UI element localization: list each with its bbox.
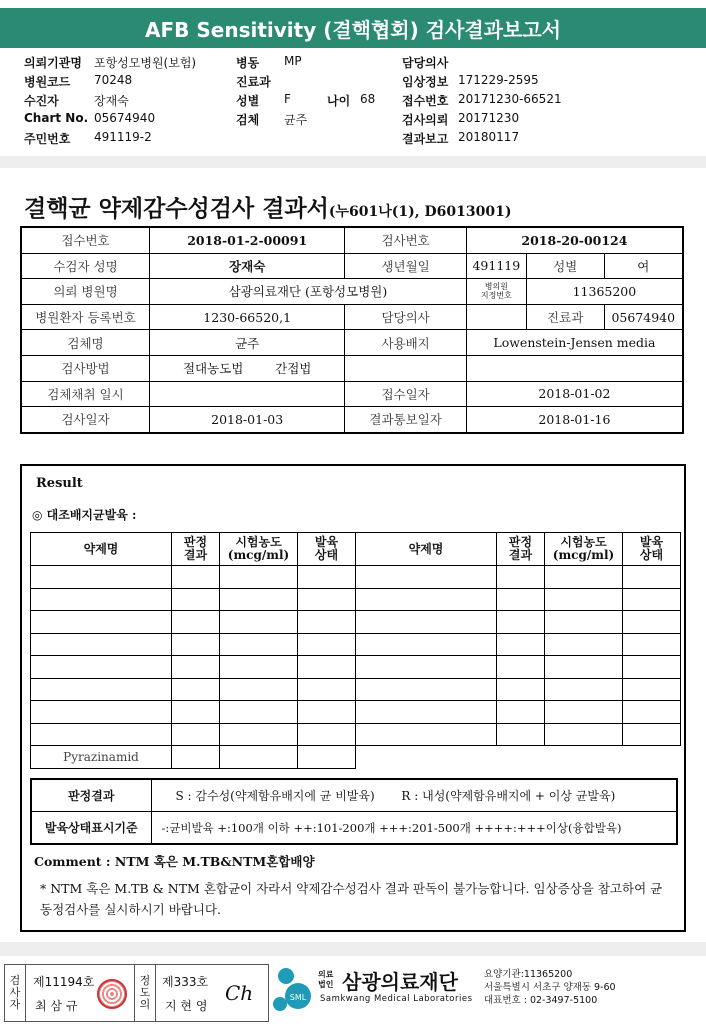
info-name-label: 수검자 성명	[21, 253, 149, 279]
clinical: 171229-2595	[458, 73, 539, 87]
hosp-code: 70248	[94, 73, 133, 87]
info-sex-label: 성별	[526, 253, 604, 279]
comment-label: Comment :	[34, 854, 111, 869]
info-media: Lowenstein-Jensen media	[466, 330, 683, 356]
col-conc-1: 시험농도	[235, 535, 282, 549]
ward-label: 병동	[236, 56, 260, 70]
org-address: 서울특별시 서초구 양재동 9-60	[484, 982, 616, 993]
tester-id: 제11194호	[33, 975, 95, 989]
info-media-label: 사용배지	[345, 330, 467, 356]
info-method-label: 검사방법	[21, 355, 149, 381]
info-test-date-label: 검사일자	[21, 407, 149, 433]
receipt: 20171230-66521	[458, 92, 562, 106]
report-banner: AFB Sensitivity (결핵협회) 검사결과보고서	[0, 8, 706, 48]
legend-growth-label: 발육상태표시기준	[31, 812, 151, 845]
col-judge-2b: 결과	[508, 548, 533, 562]
info-dept-label: 진료과	[526, 304, 604, 330]
info-hosp-label: 의뢰 병원명	[21, 279, 149, 305]
patient-label: 수진자	[24, 94, 59, 108]
col-conc-2a: 시험농도	[560, 535, 607, 549]
specimen-label: 검체	[236, 113, 260, 127]
col-judge-2: 결과	[183, 548, 208, 562]
table-row	[31, 611, 681, 634]
col-growth-1: 발육	[314, 535, 339, 549]
info-doctor	[466, 304, 526, 330]
org-code: 요양기관:11365200	[484, 969, 573, 980]
info-specimen-label: 검체명	[21, 330, 149, 356]
ward: MP	[284, 54, 302, 68]
req-date-label: 검사의뢰	[402, 113, 449, 127]
chart-no: 05674940	[94, 111, 156, 125]
info-designate: 11365200	[526, 279, 683, 305]
table-row	[31, 656, 681, 679]
signature: Ch	[225, 981, 254, 1005]
tester-name: 최 삼 규	[35, 999, 78, 1013]
age: 68	[360, 92, 376, 106]
info-receipt-label: 접수번호	[21, 227, 149, 253]
patient: 장재숙	[94, 94, 129, 108]
comment-text: NTM 혹은 M.TB&NTM혼합배양	[114, 854, 315, 869]
col-judge-2a: 판정	[508, 535, 533, 549]
result-title: Result	[36, 476, 83, 491]
drug-table	[30, 532, 681, 769]
info-empty-2	[466, 355, 683, 381]
col-conc-2b: (mcg/ml)	[552, 548, 615, 562]
table-row	[31, 746, 681, 769]
info-sex: 여	[604, 253, 683, 279]
chart-label: Chart No.	[24, 111, 89, 125]
info-doctor-label: 담당의사	[345, 304, 467, 330]
org-prefix: 의료 법인	[318, 970, 334, 989]
doctor-label: 담당의사	[402, 56, 449, 70]
info-received: 2018-01-02	[466, 381, 683, 407]
org-en: Samkwang Medical Laboratories	[320, 994, 473, 1004]
table-row	[31, 678, 681, 701]
info-dept: 05674940	[604, 304, 683, 330]
info-birth: 491119	[466, 253, 526, 279]
org-contact	[484, 968, 616, 1007]
table-row	[31, 588, 681, 611]
legend-judge-label: 판정결과	[31, 779, 151, 812]
result-section	[20, 464, 686, 932]
info-hosp: 삼광의료재단 (포항성모병원)	[149, 279, 466, 305]
confirm-name: 지 현 영	[165, 999, 208, 1013]
receipt-label: 접수번호	[402, 94, 449, 108]
info-notify-label: 결과통보일자	[345, 407, 467, 433]
info-collect-label: 검체채취 일시	[21, 381, 149, 407]
legend-table	[30, 778, 678, 845]
logo-text: SML	[289, 993, 307, 1002]
doc-title-code: (누601나(1), D6013001)	[328, 204, 512, 220]
col-growth-2	[623, 533, 681, 566]
resident-no: 491119-2	[94, 130, 152, 144]
info-specimen: 균주	[149, 330, 344, 356]
info-received-label: 접수일자	[345, 381, 467, 407]
control-growth-label: ◎ 대조배지균발육 :	[32, 508, 137, 522]
footer-band	[0, 942, 706, 956]
patient-info-table	[20, 226, 684, 434]
col-drug: 약제명	[31, 533, 172, 566]
org-phone: 대표번호 : 02-3497-5100	[484, 995, 598, 1006]
col-conc-2	[545, 533, 623, 566]
confirm-label: 정 도 의	[134, 965, 156, 1021]
info-collect	[149, 381, 344, 407]
info-name: 장재숙	[149, 253, 344, 279]
col-judge-2	[497, 533, 545, 566]
col-growth-2b: 상태	[639, 548, 664, 562]
info-reg: 1230-66520,1	[149, 304, 344, 330]
specimen: 균주	[284, 113, 308, 127]
col-growth	[298, 533, 356, 566]
info-birth-label: 생년월일	[345, 253, 467, 279]
confirm-id: 제333호	[162, 975, 209, 989]
table-row	[31, 566, 681, 589]
designate-label-1: 병의원	[484, 282, 508, 292]
comment-note: * NTM 혹은 M.TB & NTM 혼합균이 자라서 약제감수성검사 결과 판독이 불가능합니다. 임상증상을 참고하여 균동정검사를 실시하시기 바랍니다.	[40, 881, 663, 917]
method-1: 절대농도법	[182, 361, 244, 377]
report-date: 20180117	[458, 130, 520, 144]
info-notify: 2018-01-16	[466, 407, 683, 433]
age-label: 나이	[327, 94, 351, 108]
col-conc-2: (mcg/ml)	[227, 548, 290, 562]
clinical-label: 임상정보	[402, 75, 449, 89]
col-judge-1: 판정	[183, 535, 208, 549]
info-reg-label: 병원환자 등록번호	[21, 304, 149, 330]
legend-judge	[151, 779, 677, 812]
org-name: 삼광의료재단	[342, 970, 458, 994]
req-org: 포항성모병원(보험)	[94, 56, 197, 70]
comment	[34, 852, 315, 870]
signature-box	[4, 964, 269, 1022]
info-designate-label	[466, 279, 526, 305]
col-drug-2: 약제명	[356, 533, 497, 566]
designate-label-2: 지정번호	[480, 291, 512, 301]
col-growth-2a: 발육	[639, 535, 664, 549]
col-judge	[172, 533, 220, 566]
method-2: 간접법	[275, 361, 312, 377]
resident-label: 주민번호	[24, 132, 71, 146]
table-row	[31, 723, 681, 746]
sex-label: 성별	[236, 94, 260, 108]
tester-label: 검 사 자	[5, 965, 26, 1021]
sml-logo-icon	[272, 966, 312, 1014]
legend-s: S : 감수성(약제함유배지에 균 비발육)	[175, 789, 375, 803]
table-row	[31, 701, 681, 724]
legend-r: R : 내성(약제함유배지에 + 이상 균발육)	[401, 789, 616, 803]
info-method	[149, 355, 344, 381]
info-test-date: 2018-01-03	[149, 407, 344, 433]
pyrazinamide-cell: Pyrazinamid	[31, 746, 172, 769]
legend-growth: -:균비발육 +:100개 이하 ++:101-200개 +++:201-500개 ++++:+++이상(융합발육)	[151, 812, 677, 845]
col-growth-2: 상태	[314, 548, 339, 562]
info-empty-1	[345, 355, 467, 381]
seal-stamp-icon	[97, 979, 127, 1009]
hosp-code-label: 병원코드	[24, 75, 71, 89]
doc-title	[24, 190, 511, 223]
req-date: 20171230	[458, 111, 520, 125]
info-test-no: 2018-20-00124	[466, 227, 683, 253]
doc-title-text: 결핵균 약제감수성검사 결과서	[24, 195, 329, 222]
info-receipt: 2018-01-2-00091	[149, 227, 344, 253]
divider-band	[0, 156, 706, 168]
dept-label: 진료과	[236, 75, 271, 89]
sex: F	[284, 92, 291, 106]
req-org-label: 의뢰기관명	[24, 56, 82, 70]
report-label: 결과보고	[402, 132, 449, 146]
report-header	[24, 54, 684, 149]
info-test-no-label: 검사번호	[345, 227, 467, 253]
col-conc	[220, 533, 298, 566]
table-row	[31, 633, 681, 656]
footer	[0, 962, 706, 1026]
